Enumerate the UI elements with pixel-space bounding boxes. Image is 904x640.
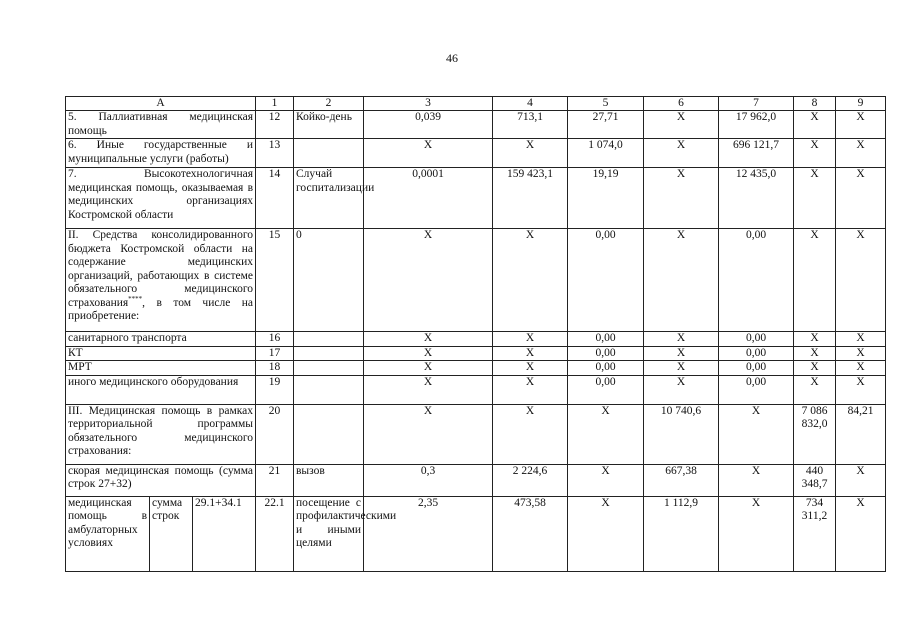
cell-col5: 0,00 [568, 332, 644, 347]
cell-col3: 0,039 [364, 111, 493, 139]
cell-col7: 12 435,0 [719, 168, 794, 229]
cell-col4: Х [493, 346, 568, 361]
cell-col5: 0,00 [568, 229, 644, 332]
cell-col6: Х [644, 332, 719, 347]
cell-col5: 27,71 [568, 111, 644, 139]
row-label: медицинская помощь в амбулаторных условиях [66, 496, 150, 571]
cell-col3: Х [364, 139, 493, 168]
row-unit [294, 332, 364, 347]
cell-col6: 1 112,9 [644, 496, 719, 571]
cell-col7: 0,00 [719, 332, 794, 347]
row-label: 6. Иные государственные и муниципальные услуги (работы) [66, 139, 256, 168]
cell-col7: 0,00 [719, 361, 794, 376]
footnote-mark: **** [128, 294, 143, 303]
row-label: III. Медицинская помощь в рамках территориальной программы обязательного медицинского страхования: [66, 404, 256, 464]
row-unit: вызов [294, 464, 364, 496]
cell-col3: Х [364, 332, 493, 347]
cell-col7: 17 962,0 [719, 111, 794, 139]
cell-col3: Х [364, 404, 493, 464]
cell-col5: 1 074,0 [568, 139, 644, 168]
cell-col4: Х [493, 229, 568, 332]
row-code: 13 [256, 139, 294, 168]
cell-col6: Х [644, 111, 719, 139]
cell-col5: Х [568, 464, 644, 496]
cell-col4: Х [493, 332, 568, 347]
cell-col4: 473,58 [493, 496, 568, 571]
table-row [66, 229, 886, 332]
cell-col8: 7 086 832,0 [794, 404, 836, 464]
row-code: 19 [256, 375, 294, 404]
cell-col9: Х [836, 332, 886, 347]
cell-col3: 2,35 [364, 496, 493, 571]
row-unit: посещение с профилактическими и иными целями [294, 496, 364, 571]
table-row [66, 361, 886, 376]
row-code: 22.1 [256, 496, 294, 571]
row-unit: Койко-день [294, 111, 364, 139]
cell-col6: Х [644, 229, 719, 332]
cell-col3: Х [364, 346, 493, 361]
cell-col8: Х [794, 111, 836, 139]
row-unit [294, 361, 364, 376]
cell-col5: 19,19 [568, 168, 644, 229]
table-row [66, 332, 886, 347]
cell-col3: 0,3 [364, 464, 493, 496]
cell-col8: Х [794, 346, 836, 361]
cell-col5: 0,00 [568, 375, 644, 404]
row-label: МРТ [66, 361, 256, 376]
header-cell-a: А [66, 97, 256, 111]
cell-col5: Х [568, 496, 644, 571]
cell-col7: 696 121,7 [719, 139, 794, 168]
cell-col9: Х [836, 111, 886, 139]
row-code: 16 [256, 332, 294, 347]
row-label: иного медицинского оборудования [66, 375, 256, 404]
cell-col6: Х [644, 139, 719, 168]
cell-col4: Х [493, 139, 568, 168]
cell-col4: Х [493, 375, 568, 404]
cell-col4: 2 224,6 [493, 464, 568, 496]
row-label: санитарного транспорта [66, 332, 256, 347]
row-label: 7. Высокотехнологичная медицинская помощь, оказываемая в медицинских организациях Костромской области [66, 168, 256, 229]
cell-col7: Х [719, 404, 794, 464]
row-label-tail: , в том числе на приобретение: [68, 296, 253, 322]
row-unit [294, 346, 364, 361]
page-number: 46 [446, 51, 458, 65]
table-row [66, 111, 886, 139]
cell-col6: Х [644, 375, 719, 404]
cell-col9: Х [836, 139, 886, 168]
row-label [66, 229, 256, 332]
table-row [66, 375, 886, 404]
table-row [66, 464, 886, 496]
row-label: 5. Паллиативная медицинская помощь [66, 111, 256, 139]
cell-col6: 10 740,6 [644, 404, 719, 464]
cell-col6: Х [644, 346, 719, 361]
row-code: 21 [256, 464, 294, 496]
table-row [66, 346, 886, 361]
row-code: 15 [256, 229, 294, 332]
header-cell: 5 [568, 97, 644, 111]
financing-table [65, 96, 886, 572]
cell-col3: Х [364, 375, 493, 404]
cell-col9: Х [836, 496, 886, 571]
row-label: скорая медицинская помощь (сумма строк 27+32) [66, 464, 256, 496]
cell-col9: Х [836, 361, 886, 376]
header-cell: 7 [719, 97, 794, 111]
cell-col8: 734 311,2 [794, 496, 836, 571]
cell-col8: Х [794, 375, 836, 404]
header-cell: 2 [294, 97, 364, 111]
row-code: 12 [256, 111, 294, 139]
row-code: 20 [256, 404, 294, 464]
cell-col9: Х [836, 375, 886, 404]
cell-col5: 0,00 [568, 361, 644, 376]
row-label: КТ [66, 346, 256, 361]
cell-col3: 0,0001 [364, 168, 493, 229]
row-label-formula: 29.1+34.1 [193, 496, 256, 571]
row-label-text: II. Средства консолидированного бюджета Костромской области на содержание медицинских организаций, работающих в системе обязательного медицинского страхования [68, 229, 253, 309]
cell-col7: 0,00 [719, 229, 794, 332]
cell-col4: Х [493, 404, 568, 464]
cell-col3: Х [364, 229, 493, 332]
header-row [66, 97, 886, 111]
cell-col9: Х [836, 346, 886, 361]
header-cell: 6 [644, 97, 719, 111]
header-cell: 3 [364, 97, 493, 111]
row-label-sum: сумма строк [150, 496, 193, 571]
cell-col6: Х [644, 361, 719, 376]
cell-col8: Х [794, 361, 836, 376]
row-unit [294, 404, 364, 464]
header-cell: 4 [493, 97, 568, 111]
cell-col7: Х [719, 464, 794, 496]
cell-col4: 713,1 [493, 111, 568, 139]
cell-col9: 84,21 [836, 404, 886, 464]
cell-col8: 440 348,7 [794, 464, 836, 496]
cell-col5: 0,00 [568, 346, 644, 361]
cell-col8: Х [794, 139, 836, 168]
cell-col7: 0,00 [719, 346, 794, 361]
row-code: 17 [256, 346, 294, 361]
header-cell: 8 [794, 97, 836, 111]
cell-col3: Х [364, 361, 493, 376]
cell-col6: Х [644, 168, 719, 229]
cell-col8: Х [794, 332, 836, 347]
cell-col4: 159 423,1 [493, 168, 568, 229]
row-unit [294, 139, 364, 168]
cell-col9: Х [836, 168, 886, 229]
cell-col4: Х [493, 361, 568, 376]
table-row [66, 496, 886, 571]
cell-col7: Х [719, 496, 794, 571]
cell-col5: Х [568, 404, 644, 464]
table-row [66, 168, 886, 229]
cell-col9: Х [836, 229, 886, 332]
row-code: 18 [256, 361, 294, 376]
table-row [66, 404, 886, 464]
row-code: 14 [256, 168, 294, 229]
row-unit: 0 [294, 229, 364, 332]
table-row [66, 139, 886, 168]
cell-col9: Х [836, 464, 886, 496]
row-unit: Случай госпитализации [294, 168, 364, 229]
row-unit [294, 375, 364, 404]
header-cell: 9 [836, 97, 886, 111]
cell-col6: 667,38 [644, 464, 719, 496]
header-cell: 1 [256, 97, 294, 111]
cell-col7: 0,00 [719, 375, 794, 404]
cell-col8: Х [794, 229, 836, 332]
cell-col8: Х [794, 168, 836, 229]
